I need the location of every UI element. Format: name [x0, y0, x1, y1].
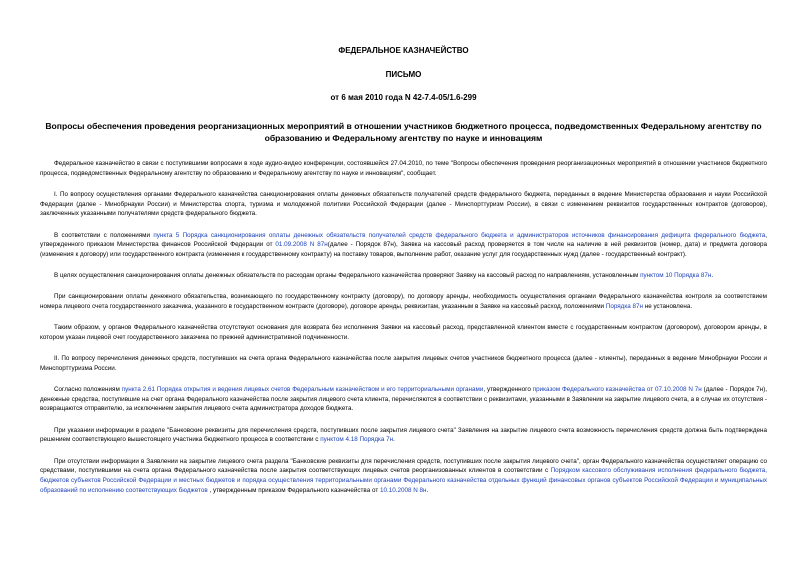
- paragraph: [40, 354, 767, 373]
- paragraph-text: (далее - Порядок 7н), денежные средства, поступившие на счет органа Федерального казначейства после закрытия лицевого счета клиента, перечисляются в соответствии с реквизитами, указанными в Заявлении на закрытие лицевого счета, а в случае их отсутствия - возвращаются отправителю, за исключением закрытия лицевого счета администратора доходов бюджета.: [40, 386, 767, 413]
- paragraph: [40, 457, 767, 496]
- document-link[interactable]: пункта 2.61 Порядка открытия и ведения лицевых счетов Федеральным казначейством и его территориальными органами: [121, 386, 484, 394]
- paragraph-text: (далее - Порядок 87н), Заявка на кассовый расход проверяется в том числе на наличие в ней реквизитов (номер, дата) и предмета договора (изменения к договору) или государственного контракта (изменения к государственному контракту) на поставку товаров, выполнение работ, оказание услуг для государственных нужд (далее - государственный контракт).: [40, 241, 767, 258]
- paragraph-text: .: [426, 486, 429, 494]
- date-number-heading: от 6 мая 2010 года N 42-7.4-05/1.6-299: [330, 93, 477, 102]
- document-link[interactable]: 10.10.2008 N 8н: [379, 486, 427, 494]
- doc-type-heading: ПИСЬМО: [385, 70, 422, 79]
- document-link[interactable]: 01.09.2008 N 87н: [275, 241, 328, 249]
- paragraph-text: В целях осуществления санкционирования оплаты денежных обязательств по расходам органы Федерального казначейства проверяют Заявку на кассовый расход по направлениям, установленным: [54, 272, 641, 280]
- document-link[interactable]: приказом Федерального казначейства от 07.10.2008 N 7н: [532, 386, 702, 394]
- document-link[interactable]: Порядком кассового обслуживания исполнения федерального бюджета, бюджетов субъектов Российской Федерации и местных бюджетов и порядка осуществления территориальными органами Федерального казначейства отдельных функций финансовых органов субъектов Российской Федерации и муниципальных образований по исполнению соответствующих бюджетов: [40, 467, 767, 494]
- paragraph-text: .: [393, 436, 395, 444]
- paragraph-text: II. По вопросу перечисления денежных средств, поступивших на счета органа Федерального казначейства после закрытия лицевых счетов участников бюджетного процесса (далее - клиенты), переданных в ведение Минобрнауки России и Минспорттуризма России.: [40, 355, 767, 372]
- paragraph: [40, 271, 767, 281]
- paragraph-text: I. По вопросу осуществления органами Федерального казначейства санкционирования оплаты денежных обязательств получателей средств федерального бюджета, переданных в ведение Министерства образования и науки Российской Федерации (далее - Минобрнауки России) и Министерства спорта, туризма и молодежной политики Российской Федерации (далее - Минспорттуризм России), в связи с изменением реквизитов государственных контрактов (договоров), заключенных указанными получателями средств федерального бюджета.: [40, 190, 767, 218]
- paragraph-text: , утвержденного приказом Министерства финансов Российской Федерации от: [40, 231, 768, 249]
- document-link[interactable]: пунктом 4.18 Порядка 7н: [320, 436, 394, 444]
- document-link[interactable]: пунктом 10 Порядка 87н: [640, 272, 712, 280]
- paragraph-text: .: [711, 272, 714, 280]
- paragraph-text: В соответствии с положениями: [54, 231, 154, 239]
- paragraph: [40, 426, 767, 445]
- paragraph-text: Таким образом, у органов Федерального казначейства отсутствуют основания для возврата без исполнения Заявки на кассовый расход, представленной клиентом вместе с государственным контрактом (договором), договором аренды, в котором указан лицевой счет государственного заказчика по прежней административной подчиненности.: [40, 324, 767, 341]
- paragraph: [40, 385, 767, 414]
- paragraph-text: , утвержденного: [483, 386, 533, 394]
- paragraph-text: Федеральное казначейство в связи с поступившими вопросами в ходе аудио-видео конференции, состоявшейся 27.04.2010, по теме "Вопросы обеспечения проведения реорганизационных мероприятий в отношении участников бюджетного процесса, подведомственных Федеральному агентству по образованию и Федеральному агентству по науке и инновациям", сообщает.: [40, 160, 767, 177]
- paragraph-text: При указании информации в разделе "Банковские реквизиты для перечисления средств, поступивших после закрытия лицевого счета" Заявления на закрытие лицевого счета возможность перечисления средств должна быть подтверждена решением соответствующего вышестоящего участника бюджетного процесса в соответствии с: [40, 426, 767, 444]
- paragraph-text: , утвержденным приказом Федерального казначейства от: [207, 486, 380, 494]
- org-heading: ФЕДЕРАЛЬНОЕ КАЗНАЧЕЙСТВО: [338, 46, 469, 55]
- document-link[interactable]: пункта 5 Порядка санкционирования оплаты денежных обязательств получателей средств федерального бюджета и администраторов источников финансирования дефицита федерального бюджета: [153, 231, 766, 239]
- paragraph-text: При санкционировании оплаты денежного обязательства, возникающего по государственному контракту (договору), по договору аренды, необходимость осуществления органами Федерального казначейства контроля за соответствием номера лицевого счета государственного заказчика, указанного в государственном контракте (договоре), договоре аренды, реквизитам, указанным в Заявке на кассовый расход, положениями: [40, 293, 767, 311]
- paragraph: [40, 231, 767, 260]
- paragraph-text: При отсутствии информации в Заявлении на закрытие лицевого счета раздела "Банковские реквизиты для перечисления средств, поступивших после закрытия лицевого счета", орган Федерального казначейства осуществляет операцию со средствами, поступившими на счета органа Федерального казначейства после закрытия соответствующих лицевых счетов реорганизованных клиентов в соответствии с: [40, 457, 767, 475]
- document-link[interactable]: Порядка 87н: [605, 303, 643, 311]
- document-subject: Вопросы обеспечения проведения реорганизационных мероприятий в отношении участников бюджетного процесса, подведомственных Федеральному агентству по образованию и Федеральному агентству по науке и инновациям: [45, 121, 762, 143]
- paragraph: [40, 159, 767, 178]
- paragraph: [40, 323, 767, 342]
- document-body: [40, 159, 767, 507]
- paragraph: [40, 190, 767, 219]
- paragraph-text: не установлена.: [642, 303, 693, 311]
- paragraph: [40, 292, 767, 311]
- paragraph-text: Согласно положениям: [54, 386, 122, 394]
